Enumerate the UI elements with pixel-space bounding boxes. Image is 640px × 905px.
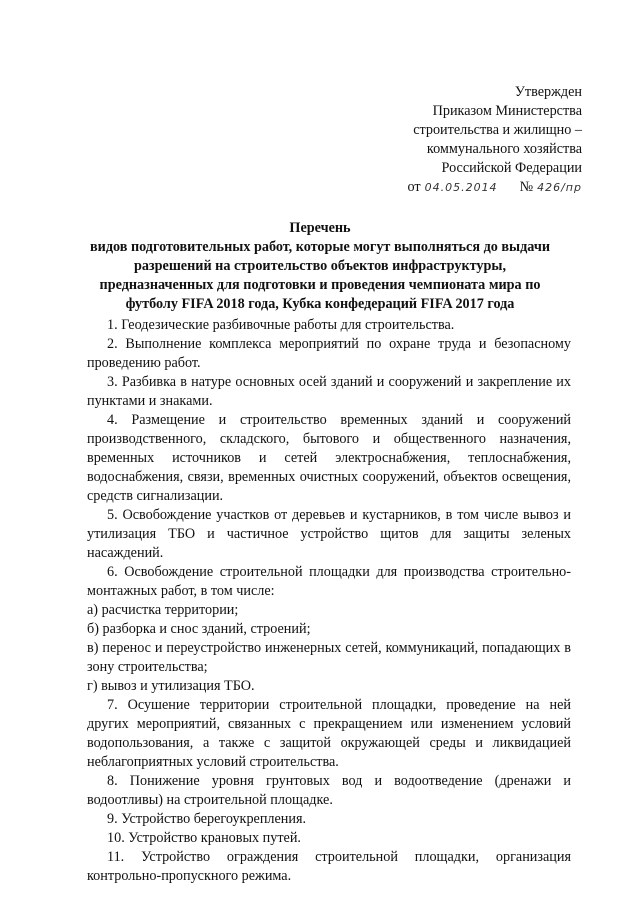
handwritten-date: 04.05.2014 xyxy=(424,181,498,194)
list-item: 8. Понижение уровня грунтовых вод и водоотведение (дренажи и водоотливы) на строительной площадке. xyxy=(87,773,571,808)
approval-line: Утвержден xyxy=(514,84,582,100)
list-subitem: а) расчистка территории; xyxy=(87,602,239,618)
list-subitem: б) разборка и снос зданий, строений; xyxy=(87,621,311,637)
list-subitem: г) вывоз и утилизация ТБО. xyxy=(87,678,255,694)
list-item: 11. Устройство ограждения строительной площадки, организация контрольно-пропускного режима. xyxy=(87,849,571,884)
number-sign: № xyxy=(519,179,534,195)
approval-line: коммунального хозяйства xyxy=(426,141,582,157)
list-item: 3. Разбивка в натуре основных осей зданий и сооружений и закрепление их пунктами и знаками. xyxy=(87,374,571,409)
approval-line: Российской Федерации xyxy=(441,160,582,176)
list-subitem: в) перенос и переустройство инженерных сетей, коммуникаций, попадающих в зону строительства; xyxy=(87,640,571,675)
handwritten-number: 426/пр xyxy=(537,181,582,194)
list-item: 10. Устройство крановых путей. xyxy=(107,830,301,846)
work-list xyxy=(87,316,571,886)
document-subtitle-line: разрешений на строительство объектов инфраструктуры, xyxy=(133,258,507,274)
approval-line: Приказом Министерства xyxy=(432,103,582,119)
list-item: 2. Выполнение комплекса мероприятий по охране труда и безопасному проведению работ. xyxy=(87,336,571,371)
document-heading xyxy=(70,219,570,314)
list-item: 5. Освобождение участков от деревьев и кустарников, в том числе вывоз и утилизация ТБО и частичное устройство щитов для защиты зеленых насаждений. xyxy=(87,507,571,561)
document-title: Перечень xyxy=(289,220,351,236)
list-item: 9. Устройство берегоукрепления. xyxy=(107,811,307,827)
document-subtitle-line: футболу FIFA 2018 года, Кубка конфедераций FIFA 2017 года xyxy=(125,296,515,312)
document-subtitle-line: видов подготовительных работ, которые могут выполняться до выдачи xyxy=(89,239,551,255)
date-prefix: от xyxy=(407,179,421,195)
approval-stamp xyxy=(392,83,582,197)
document-subtitle-line: предназначенных для подготовки и проведения чемпионата мира по xyxy=(99,277,541,293)
list-item: 7. Осушение территории строительной площадки, проведение на ней других мероприятий, связанных с прекращением или изменением условий водопользования, а также с защитой окружающей среды и ликвидацией неблагоприятных условий строительства. xyxy=(87,697,571,770)
list-item: 1. Геодезические разбивочные работы для строительства. xyxy=(107,317,455,333)
approval-date-line xyxy=(392,178,582,197)
list-item: 6. Освобождение строительной площадки для производства строительно-монтажных работ, в том числе: xyxy=(87,564,571,599)
list-item: 4. Размещение и строительство временных зданий и сооружений производственного, складского, бытового и общественного назначения, временных источников и сетей электроснабжения, теплоснабжения, водоснабжения, связи, временных очистных сооружений, объектов освещения, средств сигнализации. xyxy=(87,412,571,504)
approval-line: строительства и жилищно – xyxy=(413,122,582,138)
